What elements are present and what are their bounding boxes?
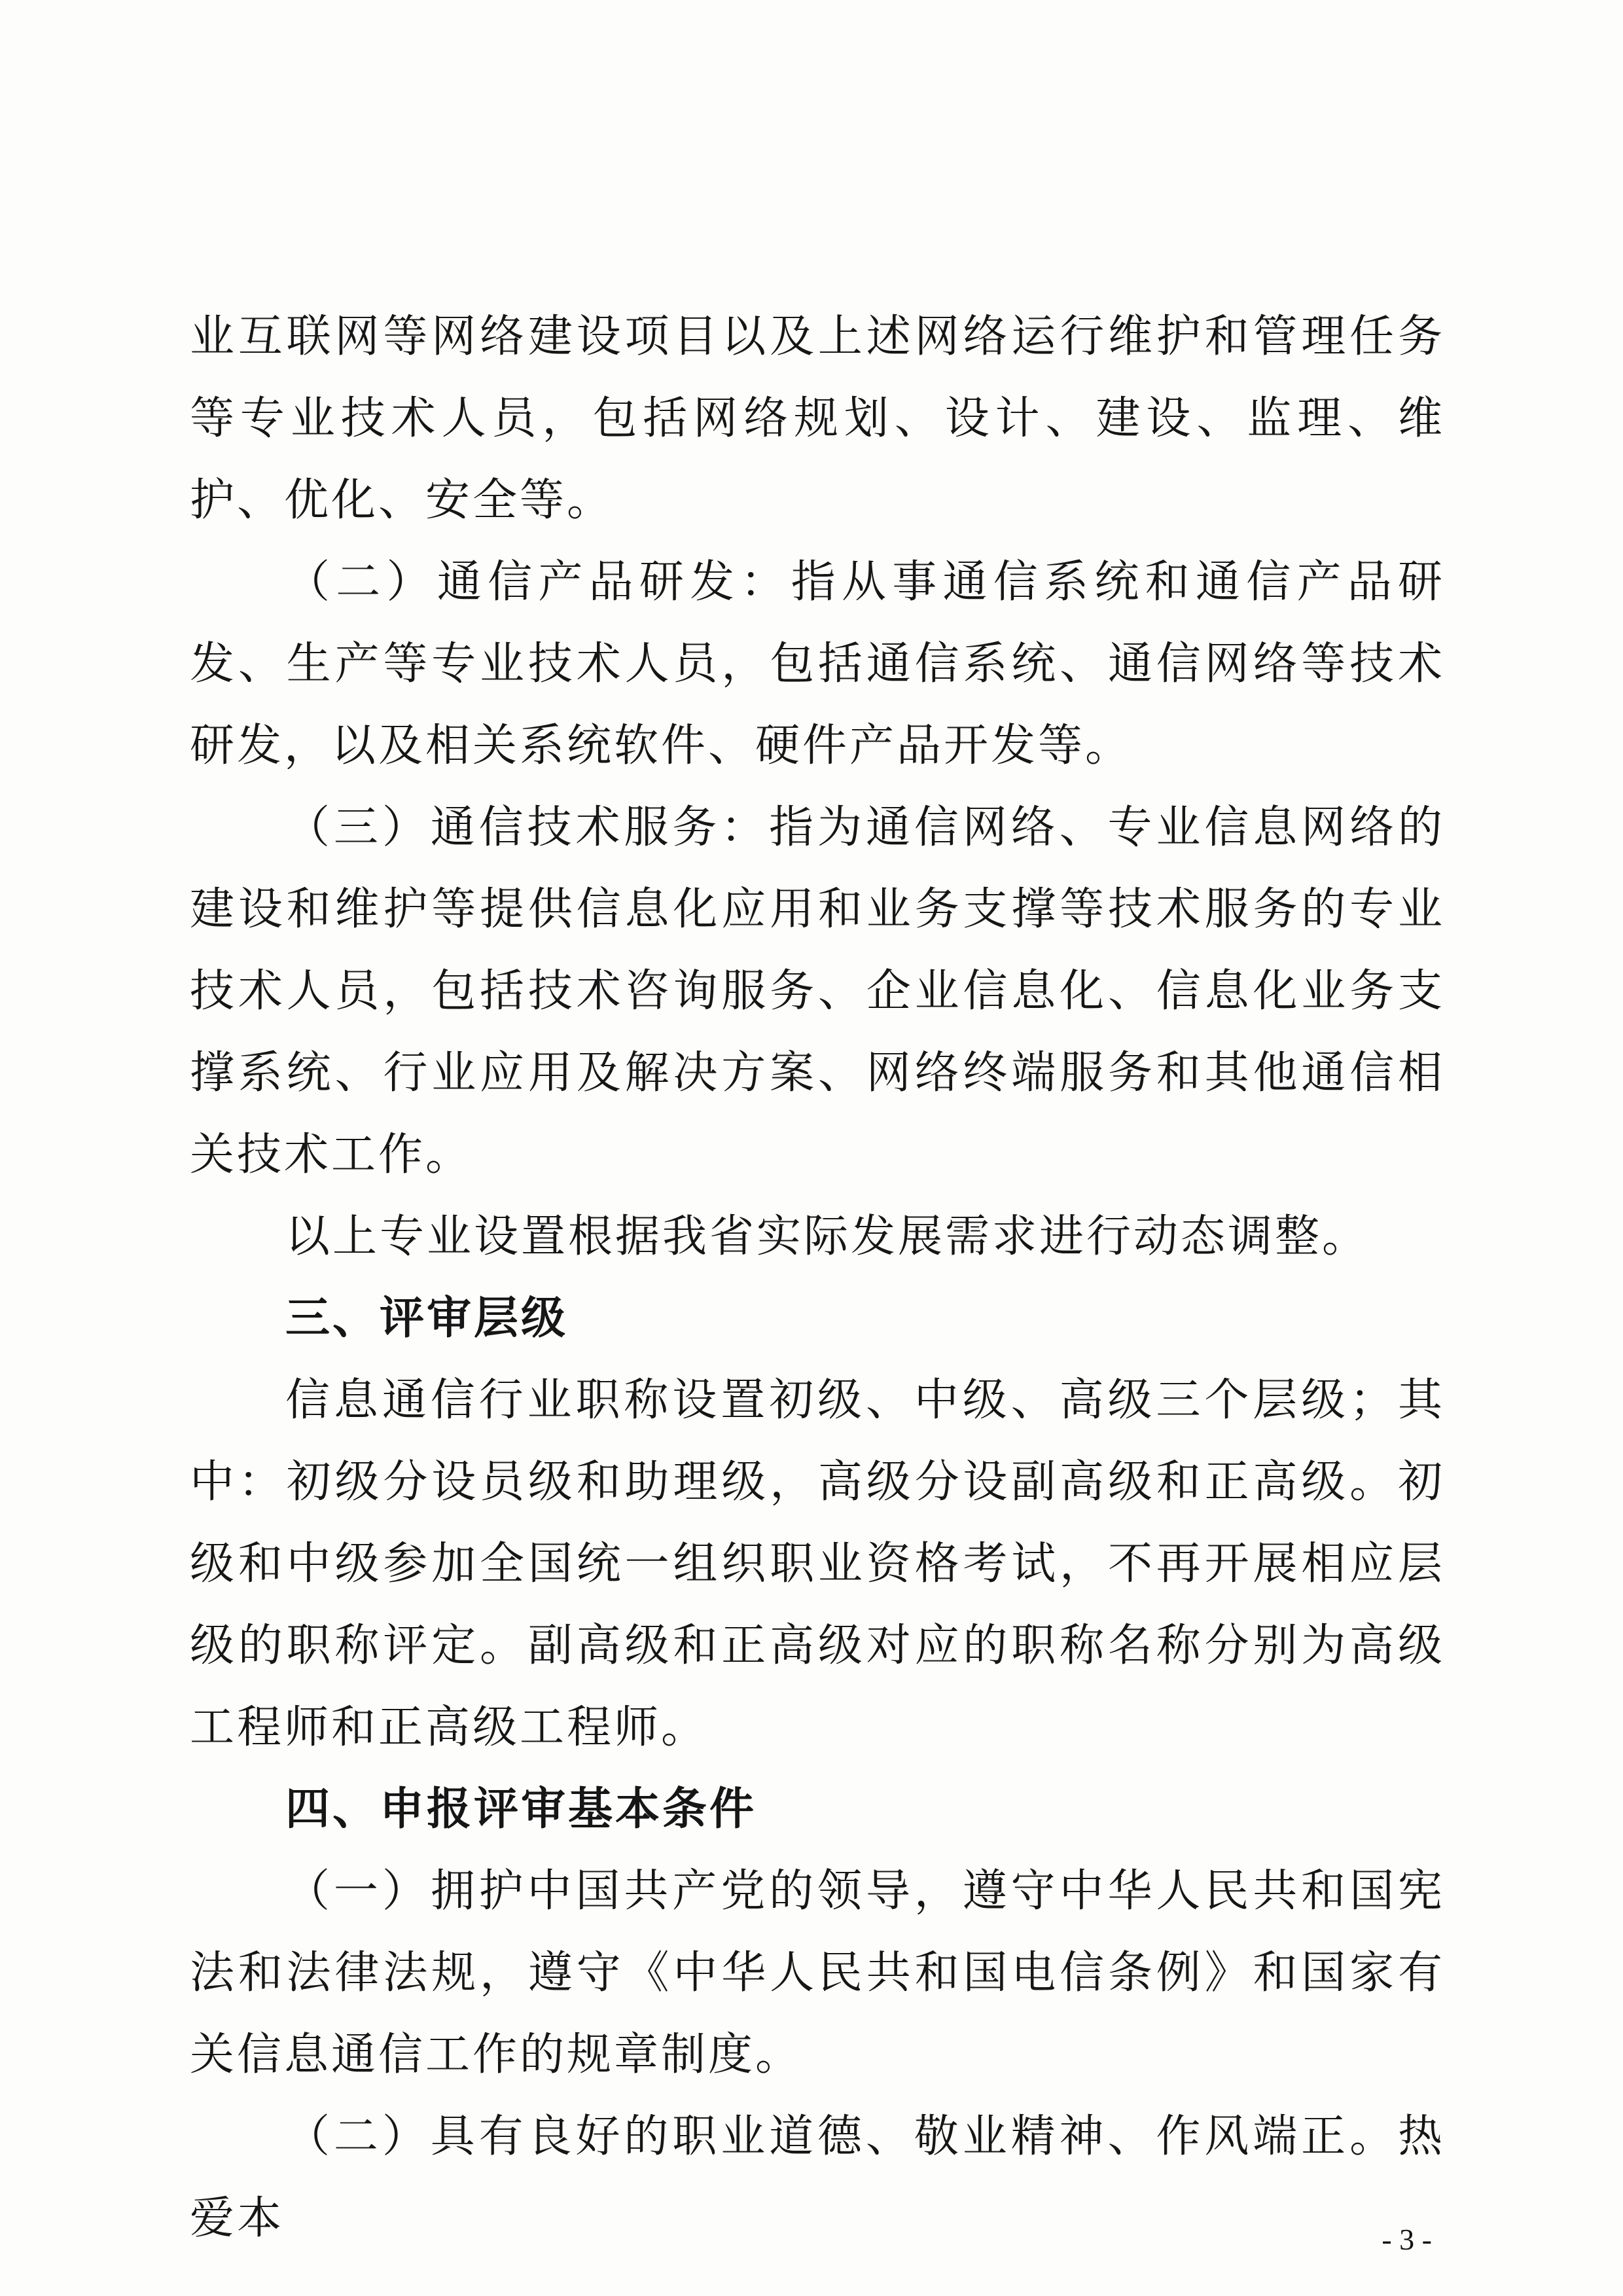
paragraph-condition-1: （一）拥护中国共产党的领导，遵守中华人民共和国宪法和法律法规，遵守《中华人民共和国电信条例》和国家有关信息通信工作的规章制度。 [190,1865,1445,2081]
heading-review-levels: 三、评审层级 [285,1293,569,1344]
paragraph-condition-2: （二）具有良好的职业道德、敬业精神、作风端正。热爱本 [190,2111,1445,2244]
document-body [190,296,1445,2259]
paragraph-levels: 信息通信行业职称设置初级、中级、高级三个层级；其中：初级分设员级和助理级，高级分设副高级和正高级。初级和中级参加全国统一组织职业资格考试，不再开展相应层级的职称评定。副高级和正高级对应的职称名称分别为高级工程师和正高级工程师。 [190,1374,1445,1753]
paragraph-continued: 业互联网等网络建设项目以及上述网络运行维护和管理任务等专业技术人员，包括网络规划、设计、建设、监理、维护、优化、安全等。 [190,311,1445,526]
heading-basic-conditions: 四、申报评审基本条件 [285,1784,757,1835]
paragraph-communication-tech-service: （三）通信技术服务：指为通信网络、专业信息网络的建设和维护等提供信息化应用和业务支撑等技术服务的专业技术人员，包括技术咨询服务、企业信息化、信息化业务支撑系统、行业应用及解决方案、网络终端服务和其他通信相关技术工作。 [190,802,1445,1181]
page-number: - 3 - [1382,2223,1432,2256]
paragraph-communication-product-rd: （二）通信产品研发：指从事通信系统和通信产品研发、生产等专业技术人员，包括通信系统、通信网络等技术研发，以及相关系统软件、硬件产品开发等。 [190,556,1445,772]
paragraph-dynamic-adjustment: 以上专业设置根据我省实际发展需求进行动态调整。 [285,1211,1370,1263]
